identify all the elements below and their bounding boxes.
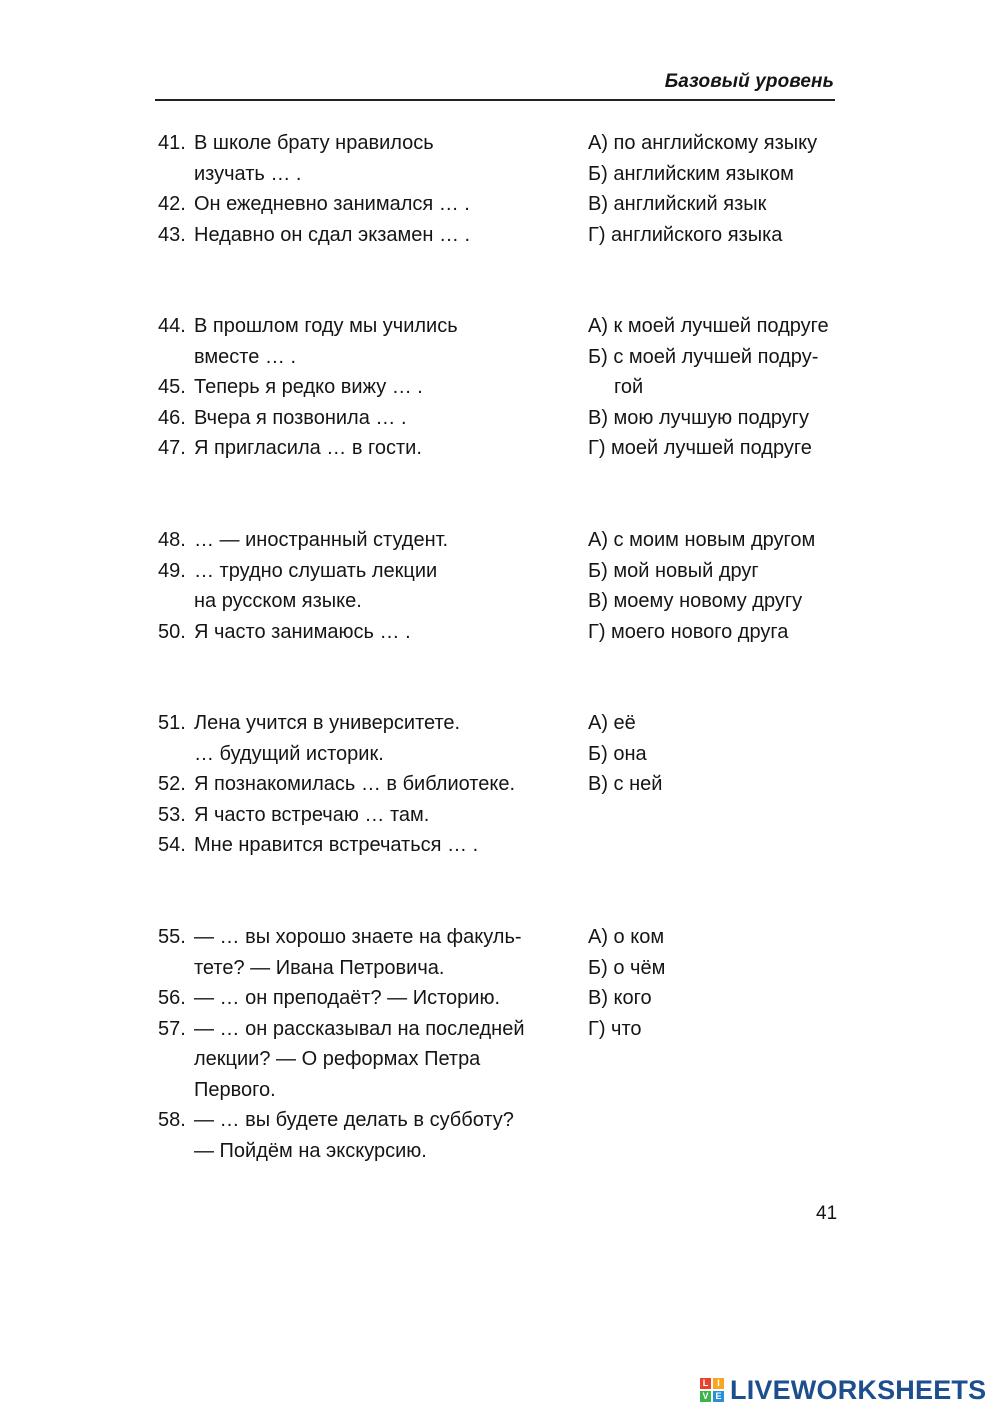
- question-text: на русском языке.: [194, 590, 362, 612]
- question-number: 54.: [158, 834, 186, 856]
- answer-option: Г) моей лучшей подруге: [588, 437, 812, 459]
- question-text: Я часто встречаю … там.: [194, 803, 430, 826]
- answer-option: Б) английским языком: [588, 162, 794, 185]
- question-number: 42.: [158, 193, 186, 215]
- question-text: изучать … .: [194, 162, 302, 185]
- question-number: 58.: [158, 1109, 186, 1131]
- answer-option: А) по английскому языку: [588, 132, 818, 154]
- question-number: 47.: [158, 437, 186, 459]
- answer-option-continuation: гой: [614, 376, 644, 398]
- question-text: В прошлом году мы учились: [194, 315, 458, 337]
- question-text: — … вы хорошо знаете на факуль-: [194, 926, 522, 948]
- question-text: Первого.: [194, 1078, 276, 1101]
- answer-option: Г) английского языка: [588, 223, 783, 246]
- question-number: 56.: [158, 987, 186, 1009]
- liveworksheets-logo-icon: [700, 1378, 724, 1402]
- question-text: Вчера я позвонила … .: [194, 406, 407, 429]
- answer-option: В) кого: [588, 987, 652, 1009]
- question-text: Лена учится в университете.: [194, 712, 461, 734]
- question-text: — Пойдём на экскурсию.: [194, 1139, 427, 1162]
- question-number: 44.: [158, 315, 186, 337]
- question-text: … будущий историк.: [194, 742, 384, 765]
- answer-option: А) о ком: [588, 926, 665, 948]
- answer-option: А) её: [588, 712, 636, 734]
- logo-letter: I: [713, 1378, 724, 1389]
- answer-option: Б) мой новый друг: [588, 559, 759, 582]
- question-text: … трудно слушать лекции: [194, 559, 438, 582]
- question-number: 53.: [158, 803, 186, 826]
- question-text: Недавно он сдал экзамен … .: [194, 223, 471, 246]
- question-number: 51.: [158, 712, 186, 734]
- question-text: — … вы будете делать в субботу?: [194, 1109, 514, 1131]
- question-number: 41.: [158, 132, 186, 154]
- logo-letter: L: [700, 1378, 711, 1389]
- logo-letter: E: [713, 1391, 724, 1402]
- answer-option: В) моему новому другу: [588, 590, 803, 612]
- answer-option: Г) моего нового друга: [588, 620, 789, 643]
- question-text: Я познакомилась … в библиотеке.: [194, 773, 516, 795]
- question-text: В школе брату нравилось: [194, 132, 434, 154]
- answer-option: Б) с моей лучшей подру-: [588, 345, 819, 368]
- question-number: 49.: [158, 559, 186, 582]
- answer-option: Г) что: [588, 1017, 642, 1040]
- question-number: 50.: [158, 620, 186, 643]
- question-number: 46.: [158, 406, 186, 429]
- answer-option: А) с моим новым другом: [588, 529, 816, 551]
- question-number: 52.: [158, 773, 186, 795]
- question-text: тете? — Ивана Петровича.: [194, 956, 445, 979]
- brand-name: LIVEWORKSHEETS: [730, 1374, 987, 1405]
- page-number: 41: [816, 1203, 838, 1224]
- answer-option: В) английский язык: [588, 193, 767, 215]
- question-number: 57.: [158, 1017, 186, 1040]
- header-divider: [155, 99, 835, 101]
- running-title: Базовый уровень: [664, 71, 834, 92]
- answer-option: В) с ней: [588, 773, 663, 795]
- question-text: Мне нравится встречаться … .: [194, 834, 479, 856]
- question-number: 48.: [158, 529, 186, 551]
- question-text: … — иностранный студент.: [194, 529, 449, 551]
- question-text: — … он преподаёт? — Историю.: [194, 987, 501, 1009]
- answer-option: Б) она: [588, 742, 647, 765]
- question-text: Он ежедневно занимался … .: [194, 193, 470, 215]
- question-text: Я пригласила … в гости.: [194, 437, 422, 459]
- question-number: 45.: [158, 376, 186, 398]
- question-number: 55.: [158, 926, 186, 948]
- liveworksheets-footer[interactable]: [700, 1374, 986, 1406]
- logo-letter: V: [700, 1391, 711, 1402]
- question-text: Теперь я редко вижу … .: [194, 376, 423, 398]
- question-text: лекции? — О реформах Петра: [194, 1048, 481, 1070]
- question-text: — … он рассказывал на последней: [194, 1017, 525, 1040]
- answer-option: Б) о чём: [588, 956, 666, 979]
- question-text: вместе … .: [194, 345, 297, 368]
- answer-option: А) к моей лучшей подруге: [588, 315, 829, 337]
- question-number: 43.: [158, 223, 186, 246]
- question-text: Я часто занимаюсь … .: [194, 620, 411, 643]
- answer-option: В) мою лучшую подругу: [588, 406, 810, 429]
